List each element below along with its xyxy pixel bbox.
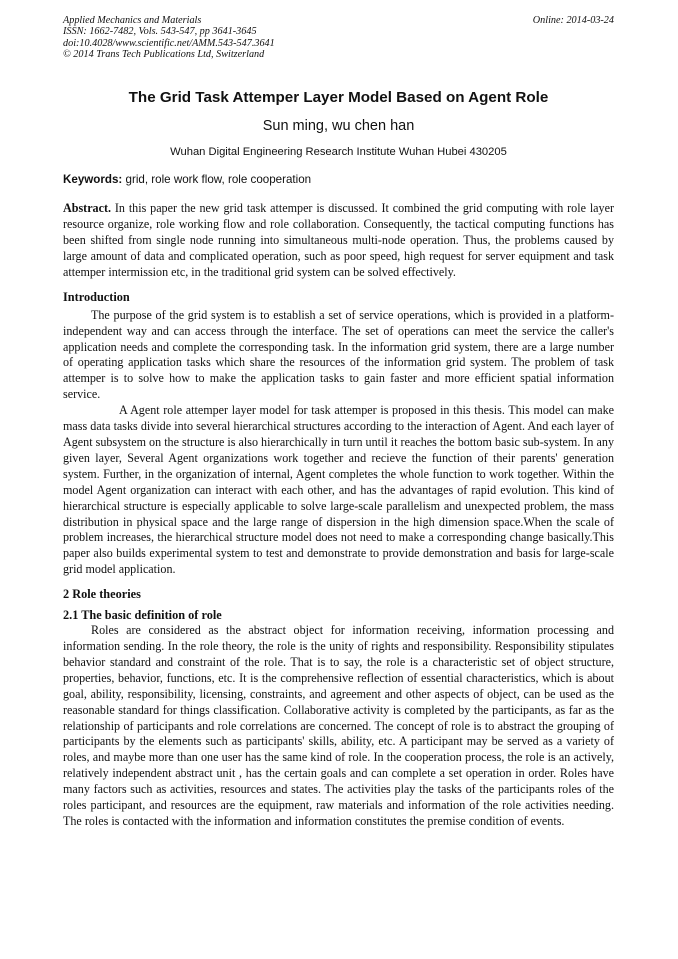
paper-authors: Sun ming, wu chen han bbox=[262, 118, 415, 135]
introduction-paragraph-2: A Agent role attemper layer model for task attemper is proposed in this thesis. This model can make mass data tasks divide into several hierarchical structures according to the interaction of Agent. And each layer of Agent subsystem on the structure is also hierarchically in turn until it reaches the bottom basic sub-system. In any given layer, Several Agent organizations work together and recieve the function of their parents' generation system. Further, in the organization of internal, Agent completes the whole function to work together. Within the model Agent organization can interact with each other, and has the advantages of rapid evolution. This kind of hierarchical structure is especially applicable to solve large-scale parallelism and unexpected problem, the mass distribution in physical space and the large range of dispersion in the high dimension space.When the scale of problem increases, the hierarchical structure model does not need to make a corresponding change basically.This paper also builds experimental system to test and demonstrate to provide demonstration and basis for large-scale grid model application. bbox=[63, 403, 614, 577]
paper-title: The Grid Task Attemper Layer Model Based on Agent Role bbox=[128, 89, 549, 107]
paper-page bbox=[63, 15, 614, 830]
keywords bbox=[63, 173, 614, 187]
basic-definition-heading: 2.1 The basic definition of role bbox=[63, 608, 222, 623]
introduction-heading: Introduction bbox=[63, 289, 130, 304]
basic-definition-paragraph: Roles are considered as the abstract object for information receiving, information processing and information sending. In the role theory, the role is the unity of rights and responsibility. Responsibility stipulates behavior standard and constraint of the role. That is to say, the role is a characteristic set of object structure, properties, behavior, functions, etc. It is the comprehensive reflection of essential characteristics, which is about goal, ability, responsibility, licensing, constraints, and agreement and other aspects of object, can be used as the reasonable standard for things classification. Collaborative activity is completed by the participants, as far as the relationship of participants and role correlations are concerned. The concept of role is to abstract the grouping of participants by the elements such as participants' skills, ability, etc. A participant may be served as a variety of roles, and maybe more than one user has the same kind of role. In the cooperation process, the role is an actively, relatively independent abstract unit , has the certain goals and can complete a set operation in order. Roles have many factors such as activities, resources and states. The activities play the tasks of the participants roles of the roles participant, and resources are the equipment, raw materials and information of the role activities needing. The roles is contacted with the information and information constitutes the premise condition of events. bbox=[63, 623, 614, 828]
online-date: Online: 2014-03-24 bbox=[532, 15, 614, 26]
abstract bbox=[63, 201, 614, 281]
issn-line: ISSN: 1662-7482, Vols. 543-547, pp 3641-3645 bbox=[63, 26, 257, 38]
doi-line: doi:10.4028/www.scientific.net/AMM.543-547.3641 bbox=[63, 37, 275, 49]
keywords-text: grid, role work flow, role cooperation bbox=[125, 173, 312, 187]
abstract-label: Abstract. bbox=[63, 201, 112, 216]
introduction-paragraph-1: The purpose of the grid system is to establish a set of service operations, which is provided in a platform-independent way and can access through the interface. The set of operations can meet the service the caller's application needs and complete the corresponding task. In the information grid system, there are a large number of operating application tasks which share the resources of the information grid system. The problem of task attemper is to solve how to make the application tasks to gain faster and more efficient spatial information service. bbox=[63, 307, 614, 402]
journal-name: Applied Mechanics and Materials bbox=[63, 15, 202, 26]
journal-header bbox=[63, 15, 614, 60]
paper-affiliation: Wuhan Digital Engineering Research Institute Wuhan Hubei 430205 bbox=[170, 146, 507, 159]
abstract-text: In this paper the new grid task attemper is discussed. It combined the grid computing with role layer resource organize, role working flow and role collaboration. Consequently, the tactical computing functions has been shifted from single node running into simultaneous multi-node operation. Thus, the problems caused by large amount of data and complicated operation, such as poor speed, high request for server equipment and task attemper intermission etc, in the traditional grid system can be solved effectively. bbox=[63, 201, 614, 279]
role-theories-heading: 2 Role theories bbox=[63, 587, 141, 602]
copyright-line: © 2014 Trans Tech Publications Ltd, Switzerland bbox=[63, 48, 265, 60]
keywords-label: Keywords: bbox=[63, 173, 123, 187]
